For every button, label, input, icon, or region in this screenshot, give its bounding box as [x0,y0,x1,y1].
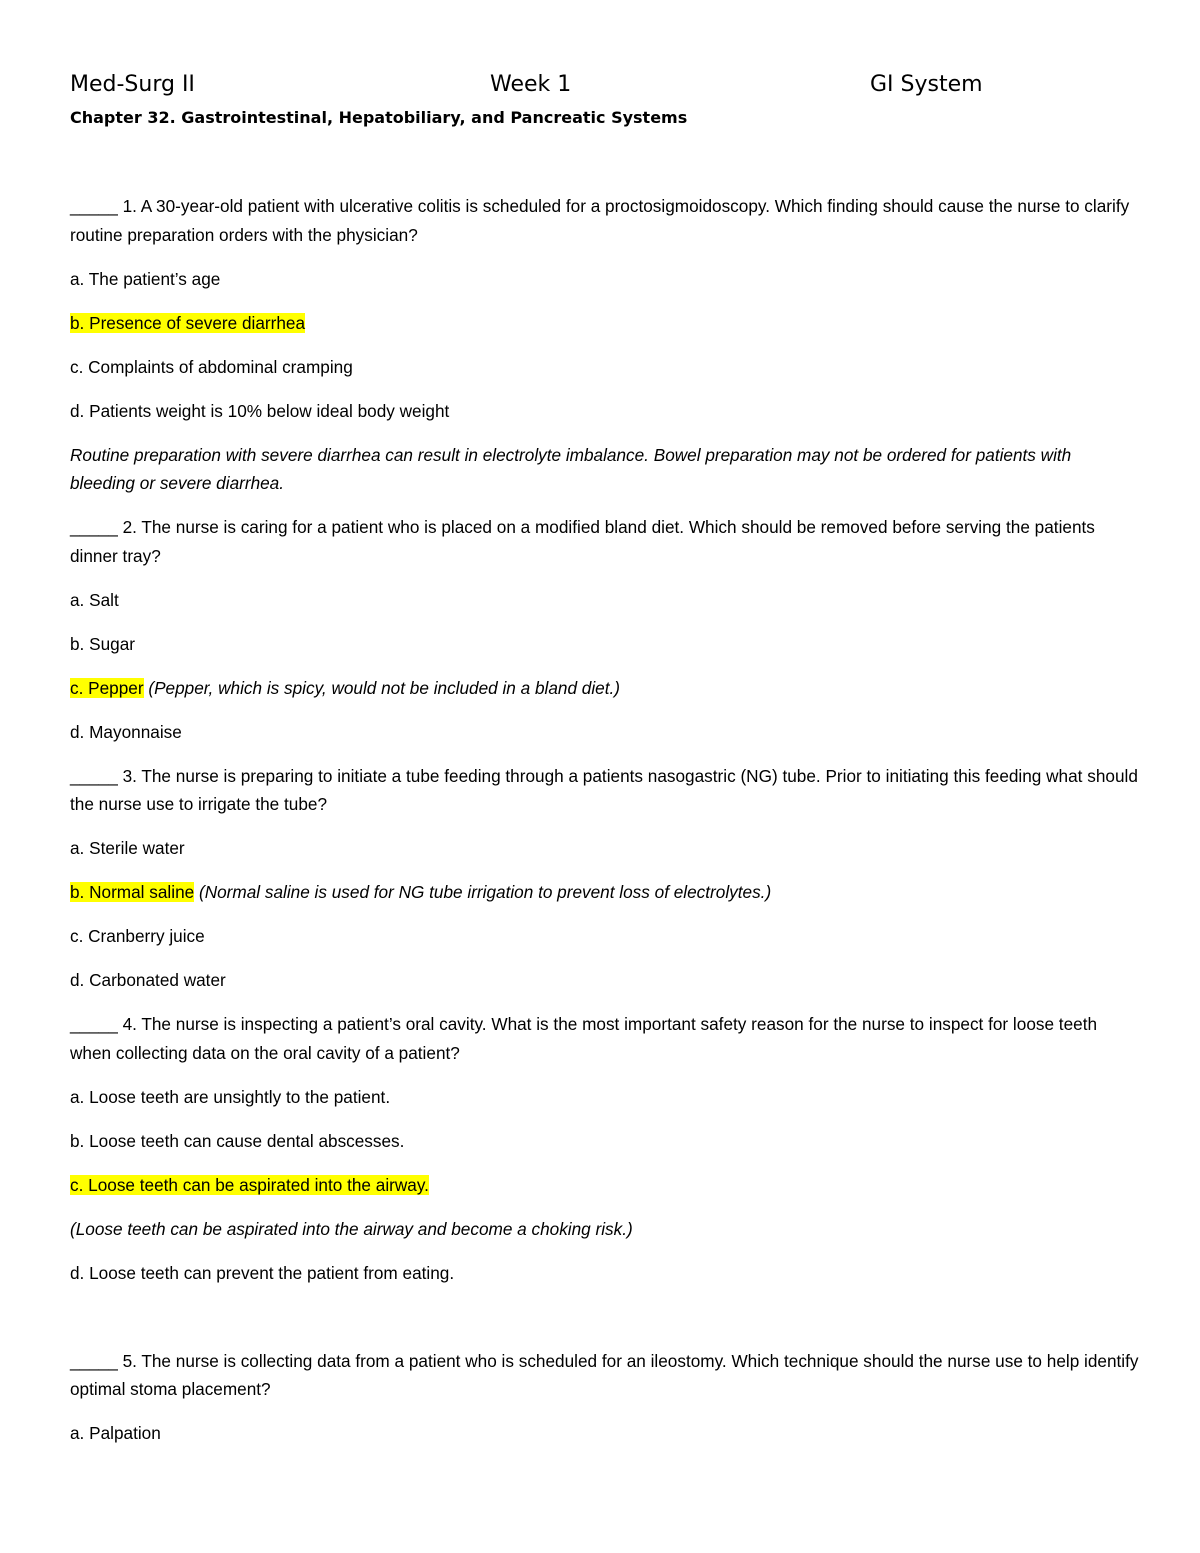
correct-answer-highlight: c. Pepper [70,677,144,698]
question-4-option-c [70,1171,1140,1200]
question-2-option-a: a. Salt [70,589,119,610]
question-5-option-a: a. Palpation [70,1423,161,1443]
question-4-option-d: d. Loose teeth can prevent the patient from eating. [70,1262,455,1283]
question-4-option-b: b. Loose teeth can cause dental abscesses. [70,1130,405,1151]
week-label: Week 1 [490,72,572,97]
question-1-option-b [70,309,1140,338]
question-2-option-d: d. Mayonnaise [70,721,182,742]
chapter-title: Chapter 32. Gastrointestinal, Hepatobiliary, and Pancreatic Systems [70,108,688,127]
question-3-option-a: a. Sterile water [70,838,185,858]
question-1-option-d: d. Patients weight is 10% below ideal body weight [70,400,450,421]
question-3-option-c: c. Cranberry juice [70,926,205,946]
question-1-option-a: a. The patient’s age [70,268,221,289]
question-4-option-a: a. Loose teeth are unsightly to the patient. [70,1086,391,1107]
question-4-stem: _____ 4. The nurse is inspecting a patient’s oral cavity. What is the most important safety reason for the nurse to inspect for loose teeth when collecting data on the oral cavity of a patient? [70,1014,1098,1063]
question-1-option-c: c. Complaints of abdominal cramping [70,356,353,377]
question-2-option-b: b. Sugar [70,633,135,654]
question-2-rationale: (Pepper, which is spicy, would not be included in a bland diet.) [148,677,621,698]
question-5-stem: _____ 5. The nurse is collecting data from a patient who is scheduled for an ileostomy. Which technique should the nurse use to help identify optimal stoma placement? [70,1350,1139,1399]
page-header [70,72,1130,106]
question-3-rationale: (Normal saline is used for NG tube irrigation to prevent loss of electrolytes.) [198,882,772,902]
question-1-stem: _____ 1. A 30-year-old patient with ulcerative colitis is scheduled for a proctosigmoidoscopy. Which finding should cause the nurse to clarify routine preparation orders with the physician? [70,196,1130,245]
course-title: Med-Surg II [70,72,195,97]
correct-answer-highlight: b. Presence of severe diarrhea [70,312,306,333]
question-3-option-b [70,878,1140,907]
question-3-stem: _____ 3. The nurse is preparing to initiate a tube feeding through a patients nasogastric (NG) tube. Prior to initiating this feeding what should the nurse use to irrigate the tube? [70,765,1138,814]
question-2-option-c [70,674,1140,703]
spacer [70,1303,1140,1347]
question-3-option-d: d. Carbonated water [70,970,226,990]
question-2-stem: _____ 2. The nurse is caring for a patient who is placed on a modified bland diet. Which should be removed before serving the patients dinner tray? [70,517,1095,566]
question-4-rationale: (Loose teeth can be aspirated into the airway and become a choking risk.) [70,1218,633,1239]
correct-answer-highlight: c. Loose teeth can be aspirated into the airway. [70,1174,429,1195]
question-1-rationale: Routine preparation with severe diarrhea can result in electrolyte imbalance. Bowel preparation may not be ordered for patients with bleeding or severe diarrhea. [70,444,1072,493]
correct-answer-highlight: b. Normal saline [70,882,195,902]
system-label: GI System [870,72,983,97]
question-list [70,192,1140,1463]
